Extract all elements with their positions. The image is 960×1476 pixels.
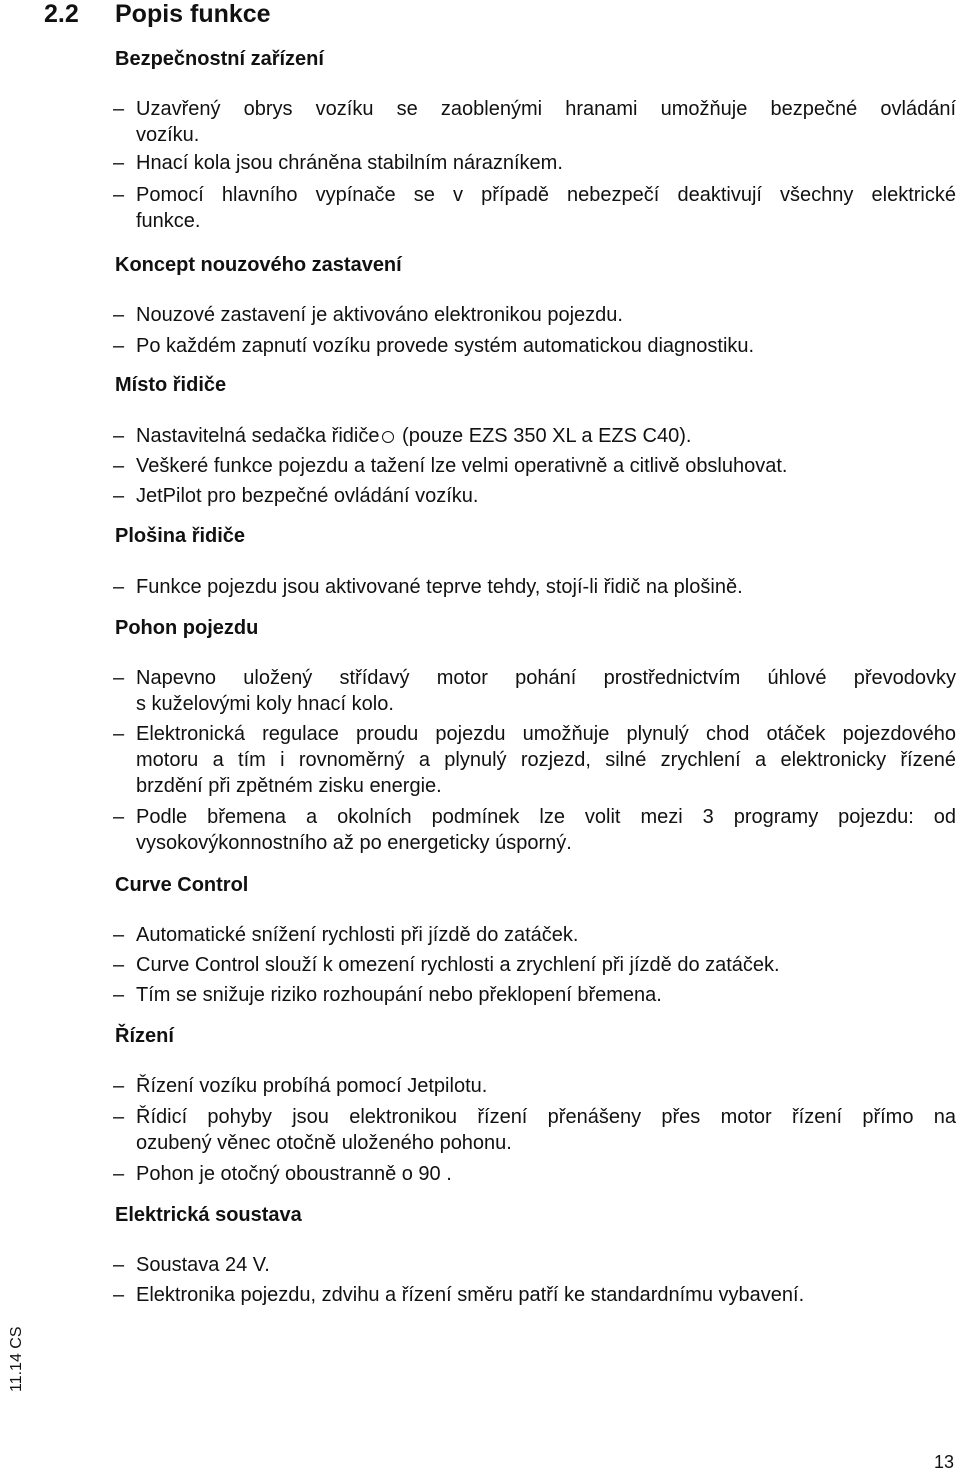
- bullet-dash: –: [113, 924, 125, 946]
- bullet-dash: –: [113, 1163, 125, 1185]
- section-title: Popis funkce: [115, 0, 271, 28]
- list-item: Elektronická regulace proudu pojezdu umožňuje plynulý chod otáček pojezdového motoru a tím i rovnoměrný a plynulý rozjezd, silné zrychlení a elektronicky řízené brzdění při zpětném zisku energie.: [136, 723, 956, 797]
- list-item: Tím se snižuje riziko rozhoupání nebo překlopení břemena.: [136, 984, 662, 1006]
- heading-electrical-system: Elektrická soustava: [115, 1204, 302, 1226]
- list-item: Nouzové zastavení je aktivováno elektronikou pojezdu.: [136, 304, 623, 326]
- bullet-dash: –: [113, 1106, 125, 1128]
- bullet-dash: –: [113, 1075, 125, 1097]
- page-number: 13: [933, 1452, 954, 1472]
- heading-safety: Bezpečnostní zařízení: [115, 48, 324, 70]
- bullet-dash: –: [113, 723, 125, 745]
- list-item: JetPilot pro bezpečné ovládání vozíku.: [136, 485, 479, 507]
- bullet-dash: –: [113, 304, 125, 326]
- heading-travel-drive: Pohon pojezdu: [115, 617, 259, 639]
- bullet-dash: –: [113, 1284, 125, 1306]
- bullet-dash: –: [113, 485, 125, 507]
- list-item: Pomocí hlavního vypínače se v případě nebezpečí deaktivují všechny elektrické funkce.: [136, 184, 956, 232]
- list-item: Pohon je otočný oboustranně o 90 .: [136, 1163, 452, 1185]
- edition-label: 11.14 CS: [8, 1326, 25, 1392]
- bullet-dash: –: [113, 335, 125, 357]
- list-item: Uzavřený obrys vozíku se zaoblenými hranami umožňuje bezpečné ovládání vozíku.: [136, 98, 956, 146]
- option-circle-icon: [382, 431, 394, 443]
- list-item: Podle břemena a okolních podmínek lze volit mezi 3 programy pojezdu: od vysokovýkonnostního až po energeticky úsporný.: [136, 806, 956, 854]
- bullet-dash: –: [113, 152, 125, 174]
- heading-driver-platform: Plošina řidiče: [115, 525, 246, 547]
- list-item: Funkce pojezdu jsou aktivované teprve tehdy, stojí-li řidič na plošině.: [136, 576, 743, 598]
- list-item: Napevno uložený střídavý motor pohání prostřednictvím úhlové převodovky s kuželovými koly hnací kolo.: [136, 667, 956, 715]
- bullet-dash: –: [113, 1254, 125, 1276]
- bullet-dash: –: [113, 98, 125, 120]
- bullet-dash: –: [113, 667, 125, 689]
- bullet-dash: –: [113, 984, 125, 1006]
- list-item: Řízení vozíku probíhá pomocí Jetpilotu.: [136, 1075, 488, 1097]
- heading-steering: Řízení: [115, 1025, 174, 1047]
- bullet-dash: –: [113, 954, 125, 976]
- bullet-dash: –: [113, 455, 125, 477]
- list-item: Hnací kola jsou chráněna stabilním nárazníkem.: [136, 152, 563, 174]
- heading-driver-seat: Místo řidiče: [115, 374, 227, 396]
- section-number: 2.2: [44, 0, 79, 28]
- list-item: Curve Control slouží k omezení rychlosti a zrychlení při jízdě do zatáček.: [136, 954, 780, 976]
- list-item: Po každém zapnutí vozíku provede systém automatickou diagnostiku.: [136, 335, 755, 357]
- heading-curve-control: Curve Control: [115, 874, 249, 896]
- list-item: Nastavitelná sedačka řidiče (pouze EZS 350 XL a EZS C40).: [136, 425, 692, 447]
- list-item: Automatické snížení rychlosti při jízdě do zatáček.: [136, 924, 579, 946]
- bullet-dash: –: [113, 576, 125, 598]
- bullet-dash: –: [113, 425, 125, 447]
- bullet-dash: –: [113, 184, 125, 206]
- list-item: Elektronika pojezdu, zdvihu a řízení směru patří ke standardnímu vybavení.: [136, 1284, 805, 1306]
- list-item: Soustava 24 V.: [136, 1254, 270, 1276]
- heading-emergency-stop: Koncept nouzového zastavení: [115, 254, 402, 276]
- list-item: Řídicí pohyby jsou elektronikou řízení přenášeny přes motor řízení přímo na ozubený věnec otočně uloženého pohonu.: [136, 1106, 956, 1154]
- list-item: Veškeré funkce pojezdu a tažení lze velmi operativně a citlivě obsluhovat.: [136, 455, 788, 477]
- bullet-dash: –: [113, 806, 125, 828]
